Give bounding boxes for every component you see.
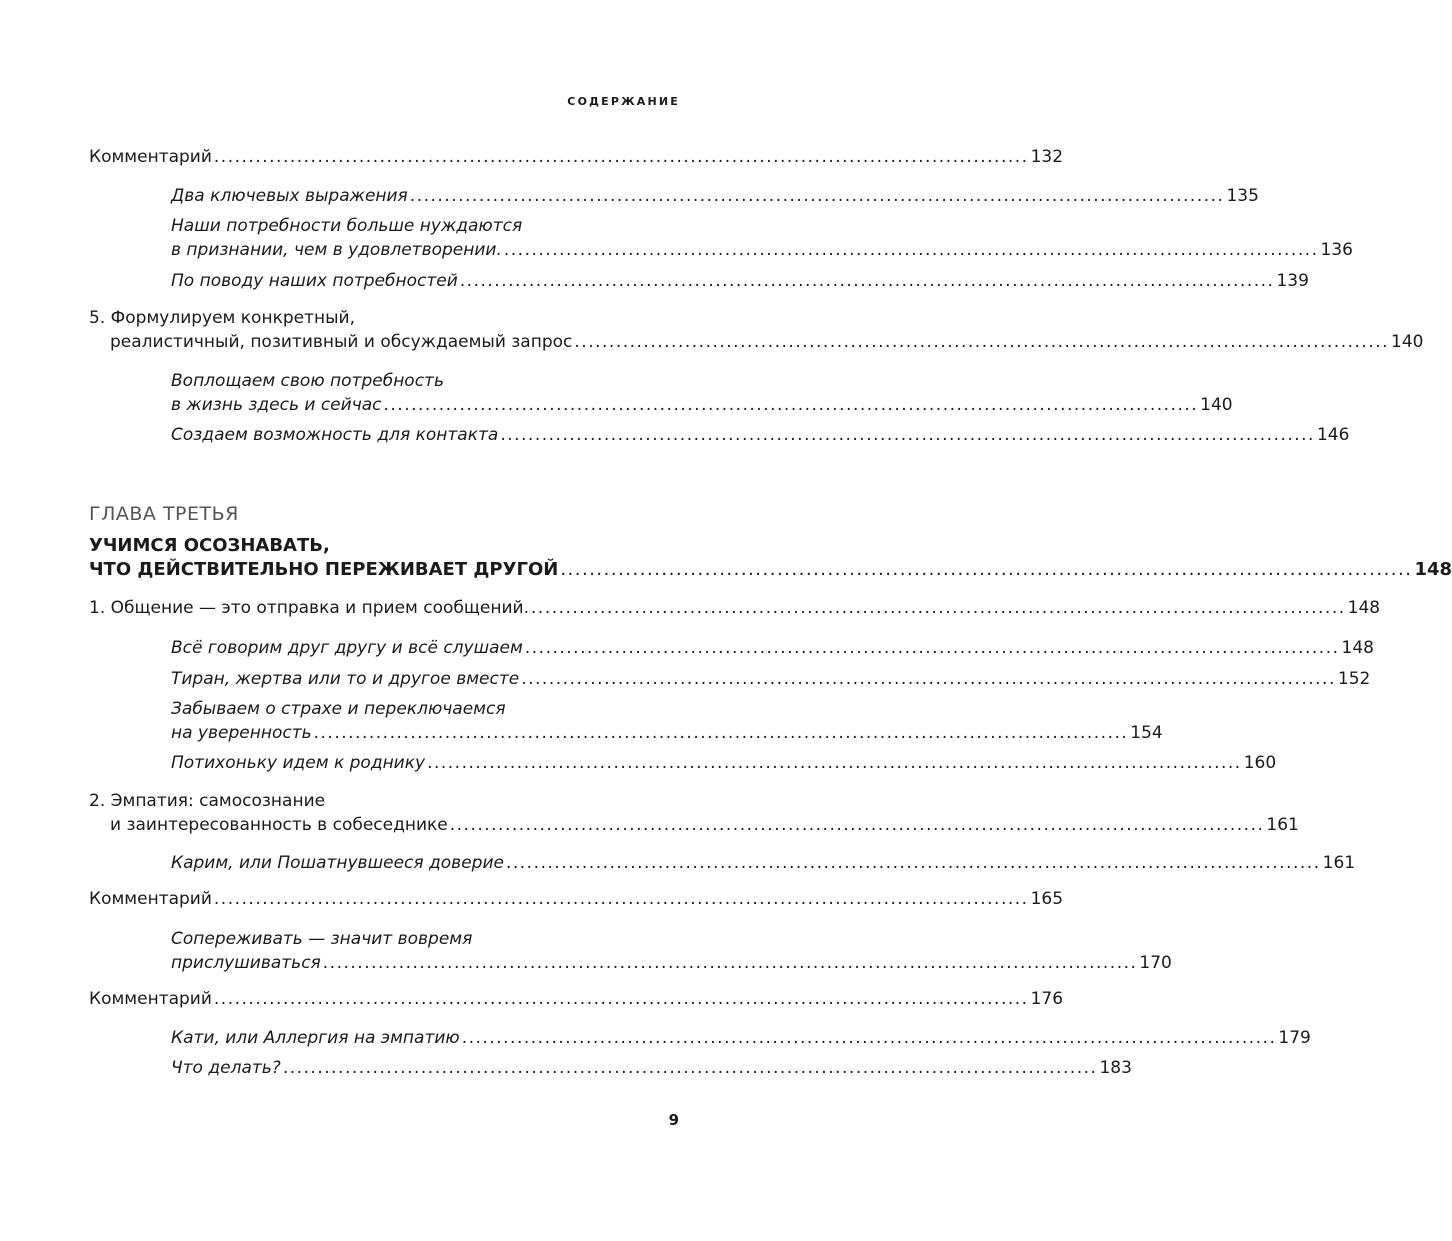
leader-dots: ......................................................................................................................: [427, 753, 1242, 773]
toc-entry-page: 176: [1030, 989, 1064, 1009]
toc-entry-page: 154: [1130, 723, 1163, 743]
toc-entry-page: 136: [1320, 240, 1353, 260]
toc-entry-page: 161: [1322, 853, 1356, 873]
page-number: 9: [668, 1111, 679, 1129]
toc-entry-title: 1. Общение — это отправка и прием сообщений.: [89, 598, 529, 618]
toc-entry-title-line1: Воплощаем свою потребность: [171, 371, 444, 391]
toc-entry-title: Что делать?: [171, 1058, 281, 1078]
toc-entry-title: Комментарий: [89, 989, 212, 1009]
toc-entry[interactable]: [171, 423, 1350, 447]
toc-entry[interactable]: [89, 887, 1064, 911]
toc-entry-title: Потихоньку идем к роднику: [171, 753, 426, 773]
toc-entry-title: Кати, или Аллергия на эмпатию: [171, 1028, 460, 1048]
toc-entry-page: 179: [1278, 1028, 1311, 1048]
toc-entry-title: прислушиваться: [171, 953, 321, 973]
toc-entry-title: Карим, или Пошатнувшееся доверие: [171, 853, 504, 873]
toc-entry[interactable]: [171, 927, 1172, 975]
chapter-title-line2: ЧТО ДЕЙСТВИТЕЛЬНО ПЕРЕЖИВАЕТ ДРУГОЙ: [89, 559, 559, 580]
toc-entry-page: 132: [1030, 147, 1064, 167]
leader-dots: ......................................................................................................................: [449, 815, 1265, 835]
toc-entry-page: 183: [1099, 1058, 1132, 1078]
toc-entry[interactable]: [89, 596, 1381, 620]
leader-dots: ......................................................................................................................: [322, 953, 1138, 973]
running-head: СОДЕРЖАНИЕ: [567, 95, 680, 108]
leader-dots: ......................................................................................................................: [282, 1058, 1098, 1078]
toc-entry-page: 170: [1139, 953, 1172, 973]
toc-entry-page: 161: [1266, 815, 1299, 835]
toc-entry[interactable]: [171, 369, 1233, 417]
toc-entry-title: Два ключевых выражения: [171, 186, 408, 206]
toc-entry-page: 148: [1347, 598, 1381, 618]
toc-entry-title-line1: Забываем о страхе и переключаемся: [171, 699, 506, 719]
toc-entry-title: Комментарий: [89, 889, 212, 909]
toc-entry-title: Создаем возможность для контакта: [171, 425, 499, 445]
toc-entry[interactable]: [171, 636, 1374, 660]
toc-entry[interactable]: [171, 697, 1163, 745]
toc-entry[interactable]: [89, 145, 1064, 169]
leader-dots: ......................................................................................................................: [500, 425, 1315, 445]
toc-entry[interactable]: [171, 1056, 1132, 1080]
leader-dots: ......................................................................................................................: [560, 559, 1413, 580]
toc-entry-title: Комментарий: [89, 147, 212, 167]
toc-entry[interactable]: [171, 269, 1309, 293]
toc-entry[interactable]: [89, 789, 1299, 837]
chapter-title[interactable]: [89, 534, 1452, 582]
toc-entry[interactable]: [89, 987, 1064, 1011]
toc-entry-title-line1: 5. Формулируем конкретный,: [89, 308, 355, 328]
toc-entry-title: реалистичный, позитивный и обсуждаемый запрос: [110, 332, 573, 352]
leader-dots: ......................................................................................................................: [503, 240, 1319, 260]
leader-dots: ......................................................................................................................: [505, 853, 1321, 873]
toc-entry[interactable]: [171, 851, 1356, 875]
toc-entry[interactable]: [171, 667, 1371, 691]
toc-entry-page: 135: [1226, 186, 1259, 206]
leader-dots: ......................................................................................................................: [461, 1028, 1277, 1048]
toc-entry-title: По поводу наших потребностей: [171, 271, 458, 291]
toc-entry-title: в признании, чем в удовлетворении.: [171, 240, 502, 260]
toc-entry-title-line1: 2. Эмпатия: самосознание: [89, 791, 326, 811]
toc-entry-page: 148: [1341, 638, 1374, 658]
chapter-title-line1: УЧИМСЯ ОСОЗНАВАТЬ,: [89, 535, 330, 556]
toc-entry-page: 160: [1243, 753, 1277, 773]
leader-dots: ......................................................................................................................: [524, 638, 1340, 658]
toc-entry-title-line1: Наши потребности больше нуждаются: [171, 216, 523, 236]
toc-entry[interactable]: [89, 306, 1424, 354]
toc-entry-title: Тиран, жертва или то и другое вместе: [171, 669, 520, 689]
toc-entry-title: и заинтересованность в собеседнике: [110, 815, 448, 835]
toc-entry-page: 152: [1337, 669, 1371, 689]
toc-entry-page: 146: [1316, 425, 1350, 445]
toc-entry-page: 165: [1030, 889, 1064, 909]
leader-dots: ......................................................................................................................: [521, 669, 1336, 689]
leader-dots: ......................................................................................................................: [530, 598, 1346, 618]
chapter-page: 148: [1414, 559, 1452, 580]
toc-entry-title: в жизнь здесь и сейчас: [171, 395, 382, 415]
toc-entry[interactable]: [171, 1026, 1311, 1050]
leader-dots: ......................................................................................................................: [213, 147, 1029, 167]
toc-entry-page: 139: [1276, 271, 1309, 291]
leader-dots: ......................................................................................................................: [409, 186, 1225, 206]
chapter-label: ГЛАВА ТРЕТЬЯ: [89, 503, 239, 525]
leader-dots: ......................................................................................................................: [213, 889, 1029, 909]
toc-entry-page: 140: [1391, 332, 1424, 352]
toc-entry-title: на уверенность: [171, 723, 312, 743]
toc-entry-title-line1: Сопереживать — значит вовремя: [171, 929, 473, 949]
toc-entry[interactable]: [171, 214, 1353, 262]
toc-entry[interactable]: [171, 184, 1259, 208]
leader-dots: ......................................................................................................................: [574, 332, 1390, 352]
leader-dots: ......................................................................................................................: [213, 989, 1029, 1009]
leader-dots: ......................................................................................................................: [313, 723, 1129, 743]
leader-dots: ......................................................................................................................: [383, 395, 1199, 415]
toc-entry[interactable]: [171, 751, 1277, 775]
toc-entry-page: 140: [1200, 395, 1233, 415]
leader-dots: ......................................................................................................................: [459, 271, 1275, 291]
toc-entry-title: Всё говорим друг другу и всё слушаем: [171, 638, 523, 658]
